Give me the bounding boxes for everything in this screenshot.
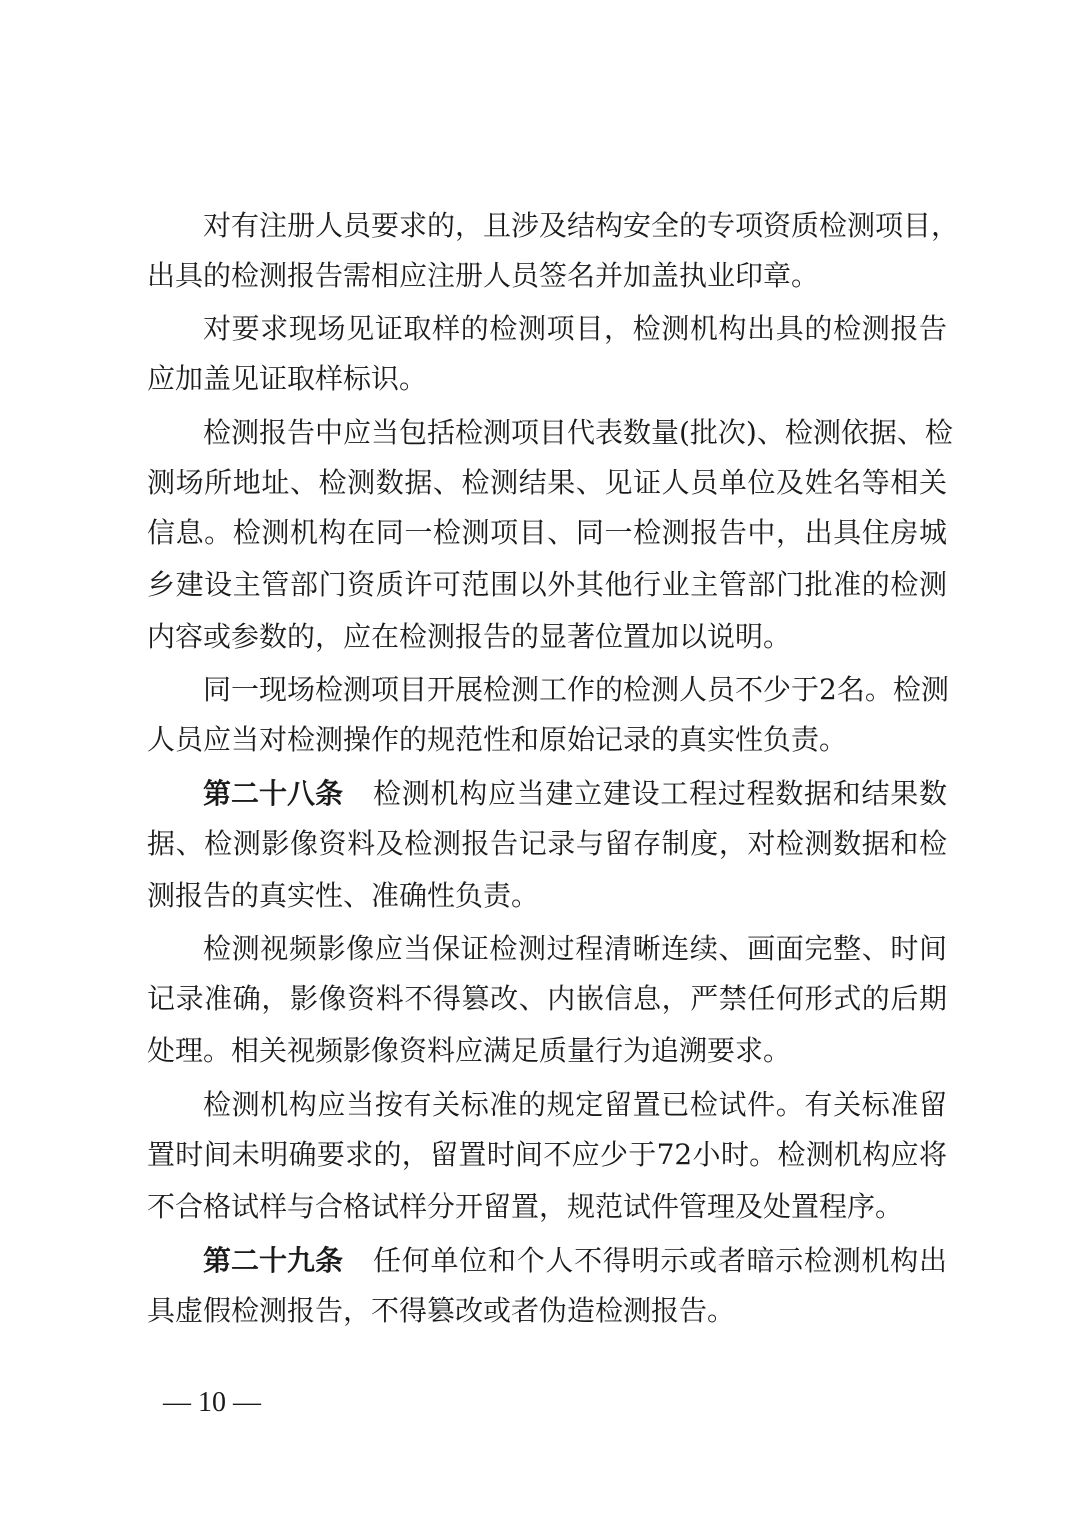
paragraph-line: 测场所地址、检测数据、检测结果、见证人员单位及姓名等相关 — [147, 466, 947, 499]
article-29-first-line — [203, 1241, 947, 1281]
paragraph-line: 检测机构应当建立建设工程过程数据和结果数 — [373, 777, 947, 810]
paragraph-line: 据、检测影像资料及检测报告记录与留存制度，对检测数据和检 — [147, 827, 947, 860]
article-28-first-line — [203, 774, 947, 814]
article-28-title: 第二十八条 — [203, 777, 344, 810]
paragraph-line: 置时间未明确要求的，留置时间不应少于72小时。检测机构应将 — [147, 1138, 947, 1171]
paragraph-line: 对要求现场见证取样的检测项目，检测机构出具的检测报告 — [203, 312, 947, 345]
paragraph-line: 记录准确，影像资料不得篡改、内嵌信息，严禁任何形式的后期 — [147, 982, 947, 1015]
paragraph-line: 对有注册人员要求的，且涉及结构安全的专项资质检测项目， — [203, 209, 960, 242]
paragraph-line: 人员应当对检测操作的规范性和原始记录的真实性负责。 — [147, 723, 848, 756]
paragraph-line: 乡建设主管部门资质许可范围以外其他行业主管部门批准的检测 — [147, 568, 947, 601]
paragraph-line: 测报告的真实性、准确性负责。 — [147, 879, 540, 912]
paragraph-line: 出具的检测报告需相应注册人员签名并加盖执业印章。 — [147, 259, 820, 292]
article-29-title: 第二十九条 — [203, 1244, 344, 1277]
paragraph-line: 处理。相关视频影像资料应满足质量行为追溯要求。 — [147, 1034, 792, 1067]
paragraph-line: 不合格试样与合格试样分开留置，规范试件管理及处置程序。 — [147, 1190, 904, 1223]
paragraph-line: 具虚假检测报告，不得篡改或者伪造检测报告。 — [147, 1294, 736, 1327]
paragraph-line: 内容或参数的，应在检测报告的显著位置加以说明。 — [147, 620, 792, 653]
paragraph-line: 检测机构应当按有关标准的规定留置已检试件。有关标准留 — [203, 1088, 947, 1121]
paragraph-line: 应加盖见证取样标识。 — [147, 362, 428, 395]
paragraph-line: 检测视频影像应当保证检测过程清晰连续、画面完整、时间 — [203, 932, 947, 965]
page-number: — 10 — — [163, 1387, 261, 1418]
paragraph-line: 信息。检测机构在同一检测项目、同一检测报告中，出具住房城 — [147, 516, 947, 549]
paragraph-line: 同一现场检测项目开展检测工作的检测人员不少于2名。检测 — [203, 673, 949, 706]
paragraph-line: 任何单位和个人不得明示或者暗示检测机构出 — [373, 1244, 947, 1277]
paragraph-line: 检测报告中应当包括检测项目代表数量(批次)、检测依据、检 — [203, 416, 953, 449]
